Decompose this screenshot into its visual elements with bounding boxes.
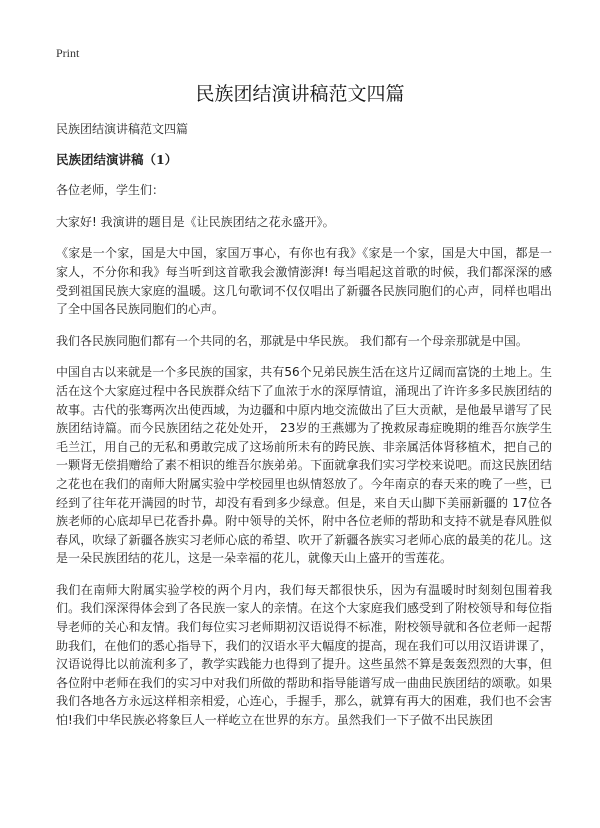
document-body: [56, 120, 552, 730]
paragraph-experience: 我们在南师大附属实验学校的两个月内，我们每天都很快乐，因为有温暖时时刻刻包围着我们。我们深深得体会到了各民族一家人的亲情。在这个大家庭我们感受到了附校领导和每位指导老师的关心和友情。我们每位实习老师期初汉语说得不标准，附校领导就和各位老师一起帮助我们，在他们的悉心指导下，我们的汉语水平大幅度的提高，现在我们可以用汉语讲课了，汉语说得比以前流利多了，教学实践能力也得到了提升。这些虽然不算是轰轰烈烈的大事，但各位附中老师在我们的实习中对我们所做的帮助和指导能谱写成一曲曲民族团结的颂歌。如果我们各地各方永远这样相亲相爱，心连心，手握手，那么，就算有再大的困难，我们也不会害怕!我们中华民族必将象巨人一样屹立在世界的东方。虽然我们一下子做不出民族团: [56, 582, 552, 728]
document-subtitle: 民族团结演讲稿范文四篇: [56, 122, 189, 136]
document-title: 民族团结演讲稿范文四篇: [195, 83, 405, 105]
paragraph-greeting: 各位老师，学生们：: [56, 183, 165, 198]
print-link[interactable]: Print: [56, 46, 80, 60]
paragraph-song: 《家是一个家，国是大中国，家国万事心，有你也有我》《家是一个家，国是大中国，都是一家人，不分你和我》每当听到这首歌我会激情澎湃! 每当唱起这首歌的时候，我们都深深的感受到祖国民族大家庭的温暖。这几句歌词不仅仅唱出了新疆各民族同胞们的心声，同样也唱出了全中国各民族同胞们的心声。: [56, 246, 552, 317]
paragraph-nation: 我们各民族同胞们都有一个共同的名，那就是中华民族。 我们都有一个母亲那就是中国。: [56, 333, 528, 348]
section-heading: 民族团结演讲稿（1）: [56, 151, 178, 167]
paragraph-intro: 大家好! 我演讲的题目是《让民族团结之花永盛开》。: [56, 214, 335, 229]
paragraph-history: 中国自古以来就是一个多民族的国家，共有56个兄弟民族生活在这片辽阔而富饶的土地上。生活在这个大家庭过程中各民族群众结下了血浓于水的深厚情谊，涌现出了许许多多民族团结的故事。古代的张骞两次出使西域，为边疆和中原内地交流做出了巨大贡献，是他最早谱写了民族团结诗篇。而今民族团结之花处处开， 23岁的王燕娜为了挽救尿毒症晚期的维吾尔族学生毛兰江，用自己的无私和勇敢完成了这场前所未有的跨民族、非亲属活体肾移植术，把自己的一颗肾无偿捐赠给了素不相识的维吾尔族弟弟。下面就拿我们实习学校来说吧。而这民族团结之花也在我们的南师大附属实验中学校园里也纵情怒放了。今年南京的春天来的晚了一些，已经到了往年花开满园的时节，却没有看到多少绿意。但是，来自天山脚下美丽新疆的 17位各族老师的心底却早已花香扑鼻。附中领导的关怀，附中各位老师的帮助和支持不就是春风胜似春风，吹绿了新疆各族实习老师心底的希望、吹开了新疆各族实习老师心底的最美的花儿。这是一朵民族团结的花儿，这是一朵幸福的花儿，就像天山上盛开的雪莲花。: [56, 365, 552, 566]
